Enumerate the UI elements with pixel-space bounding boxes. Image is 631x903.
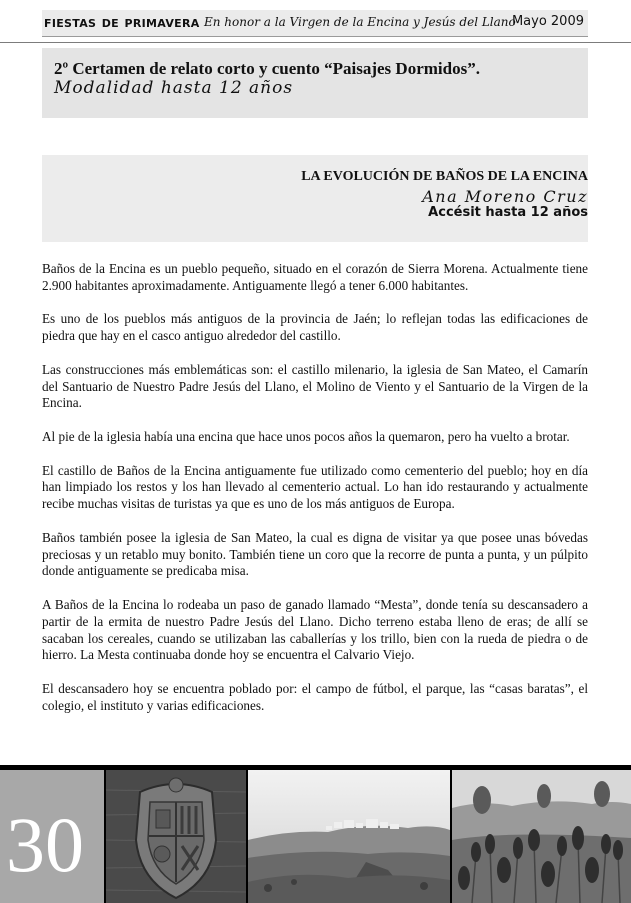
paragraph: El castillo de Baños de la Encina antiguamente fue utilizado como cementerio del pueblo; hoy en día han limpiado los restos y los han llevado al cementerio actual. Lo han ido restaurando y actualmente recibe muchas visitas de turistas ya que es uno de los más antiguos de Europa. <box>42 462 588 512</box>
story-author: Ana Moreno Cruz <box>422 187 588 206</box>
footer-photo-strip <box>0 765 631 903</box>
header-rule <box>0 42 631 43</box>
contest-category: Modalidad hasta 12 años <box>54 78 294 98</box>
magazine-name: fiestas de primavera <box>44 13 200 31</box>
paragraph: Baños de la Encina es un pueblo pequeño, situado en el corazón de Sierra Morena. Actualmente tiene 2.900 habitantes aproximadamente. Antiguamente llegó a tener 6.000 habitantes. <box>42 261 588 293</box>
story-title: LA EVOLUCIÓN DE BAÑOS DE LA ENCINA <box>301 169 588 184</box>
paragraph: Baños también posee la iglesia de San Mateo, la cual es digna de visitar ya que posee unas bóvedas preciosas y un retablo muy bonito. También tiene un coro que la recorre de punta a punta, y un púlpito donde antiguamente se predicaba misa. <box>42 529 588 579</box>
paragraph: Al pie de la iglesia había una encina que hace unos pocos años la quemaron, pero ha vuelto a brotar. <box>42 428 570 444</box>
paragraph: Las construcciones más emblemáticas son: el castillo milenario, la iglesia de San Mateo, el Camarín del Santuario de Nuestro Padre Jesús del Llano, el Molino de Viento y el Santuario de la Virgen de la Encina. <box>42 361 588 411</box>
page-number-panel <box>0 770 104 903</box>
article-body <box>42 261 588 731</box>
coat-of-arms-photo <box>106 770 246 903</box>
running-header <box>42 10 588 37</box>
story-heading <box>42 155 588 242</box>
contest-title: 2º Certamen de relato corto y cuento “Paisajes Dormidos”. <box>54 59 480 78</box>
paragraph: A Baños de la Encina lo rodeaba un paso de ganado llamado “Mesta”, donde tenía su descansadero a partir de la ermita de nuestro Padre Jesús del Llano. Dicho terreno estaba lleno de eras; de allí se sacaban los cereales, cuando se utilizaban las caballerías y los trillo, bien con la rueda de piedra o de hierro. La Mesta continuaba donde hoy se encuentra el Calvario Viejo. <box>42 596 588 663</box>
lavender-field-photo <box>452 770 631 903</box>
story-award: Accésit hasta 12 años <box>428 205 588 220</box>
paragraph: Es uno de los pueblos más antiguos de la provincia de Jaén; lo reflejan todas las edificaciones de piedra que hay en el casco antiguo alrededor del castillo. <box>42 311 588 344</box>
contest-heading <box>42 48 588 118</box>
page-number: 30 <box>6 801 84 888</box>
village-landscape-photo <box>248 770 450 903</box>
paragraph: El descansadero hoy se encuentra poblado por: el campo de fútbol, el parque, las “casas baratas”, el colegio, el instituto y varias edificaciones. <box>42 680 588 713</box>
header-date: Mayo 2009 <box>511 14 584 29</box>
header-dedication: En honor a la Virgen de la Encina y Jesús del Llano <box>204 15 516 29</box>
